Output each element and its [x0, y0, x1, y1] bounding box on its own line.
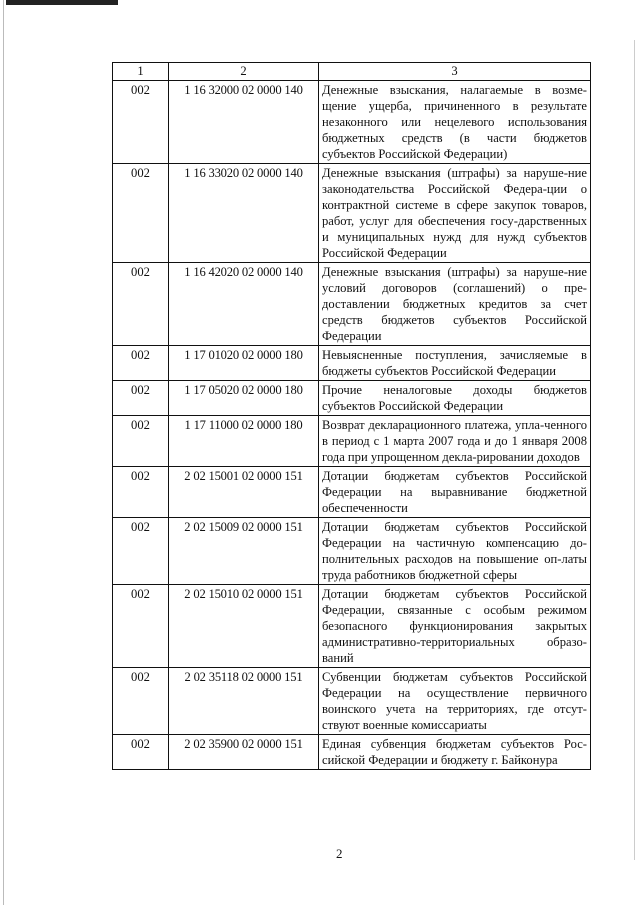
table-row — [113, 381, 591, 416]
page-number: 2 — [336, 846, 343, 861]
table-row — [113, 467, 591, 518]
admin-code-cell: 002 — [113, 668, 169, 735]
table-row — [113, 585, 591, 668]
table-row — [113, 346, 591, 381]
admin-code-cell: 002 — [113, 467, 169, 518]
admin-code-cell: 002 — [113, 346, 169, 381]
budget-code-cell: 2 02 35118 02 0000 151 — [169, 668, 319, 735]
admin-code-cell: 002 — [113, 263, 169, 346]
table-row — [113, 518, 591, 585]
column-header-1: 1 — [113, 63, 169, 81]
admin-code-cell: 002 — [113, 735, 169, 770]
column-header-3: 3 — [319, 63, 591, 81]
admin-code-cell: 002 — [113, 585, 169, 668]
budget-code-cell: 1 17 05020 02 0000 180 — [169, 381, 319, 416]
description-cell: Дотации бюджетам субъектов Российской Федерации, связанные с особым режимом безопасного функционирования закрытых административно-территориальных образо-ваний — [319, 585, 591, 668]
budget-code-cell: 2 02 15001 02 0000 151 — [169, 467, 319, 518]
scan-edge-left — [3, 0, 4, 905]
admin-code-cell: 002 — [113, 164, 169, 263]
description-cell: Денежные взыскания (штрафы) за наруше-ние законодательства Российской Федера-ции о контрактной системе в сфере закупок товаров, работ, услуг для обеспечения госу-дарственных и муниципальных нужд для нужд субъектов Российской Федерации — [319, 164, 591, 263]
table-row — [113, 416, 591, 467]
scan-edge-right — [634, 40, 635, 860]
budget-code-cell: 1 16 32000 02 0000 140 — [169, 81, 319, 164]
description-cell: Возврат декларационного платежа, упла-ченного в период с 1 марта 2007 года и до 1 января 2008 года при упрощенном декла-рировании доходов — [319, 416, 591, 467]
description-cell: Дотации бюджетам субъектов Российской Федерации на частичную компенсацию до-полнительных расходов на повышение оп-латы труда работников бюджетной сферы — [319, 518, 591, 585]
table-row — [113, 263, 591, 346]
table-row — [113, 735, 591, 770]
budget-code-cell: 1 17 01020 02 0000 180 — [169, 346, 319, 381]
description-cell: Прочие неналоговые доходы бюджетов субъектов Российской Федерации — [319, 381, 591, 416]
budget-code-cell: 1 16 42020 02 0000 140 — [169, 263, 319, 346]
column-header-2: 2 — [169, 63, 319, 81]
table-header-row — [113, 63, 591, 81]
description-cell: Субвенции бюджетам субъектов Российской Федерации на осуществление первичного воинского учета на территориях, где отсут-ствуют военные комиссариаты — [319, 668, 591, 735]
description-cell: Денежные взыскания, налагаемые в возме-щение ущерба, причиненного в результате незаконного или нецелевого использования бюджетных средств (в части бюджетов субъектов Российской Федерации) — [319, 81, 591, 164]
table-row — [113, 81, 591, 164]
budget-code-cell: 2 02 15009 02 0000 151 — [169, 518, 319, 585]
revenue-codes-table — [112, 62, 591, 770]
table-row — [113, 668, 591, 735]
admin-code-cell: 002 — [113, 81, 169, 164]
budget-code-cell: 2 02 35900 02 0000 151 — [169, 735, 319, 770]
budget-code-cell: 1 16 33020 02 0000 140 — [169, 164, 319, 263]
description-cell: Невыясненные поступления, зачисляемые в бюджеты субъектов Российской Федерации — [319, 346, 591, 381]
description-cell: Единая субвенция бюджетам субъектов Рос-сийской Федерации и бюджету г. Байконура — [319, 735, 591, 770]
admin-code-cell: 002 — [113, 518, 169, 585]
top-rule — [6, 0, 118, 5]
description-cell: Дотации бюджетам субъектов Российской Федерации на выравнивание бюджетной обеспеченности — [319, 467, 591, 518]
budget-code-cell: 2 02 15010 02 0000 151 — [169, 585, 319, 668]
description-cell: Денежные взыскания (штрафы) за наруше-ние условий договоров (соглашений) о пре-доставлении бюджетных кредитов за счет средств бюджетов субъектов Российской Федерации — [319, 263, 591, 346]
budget-code-cell: 1 17 11000 02 0000 180 — [169, 416, 319, 467]
table-row — [113, 164, 591, 263]
admin-code-cell: 002 — [113, 416, 169, 467]
admin-code-cell: 002 — [113, 381, 169, 416]
